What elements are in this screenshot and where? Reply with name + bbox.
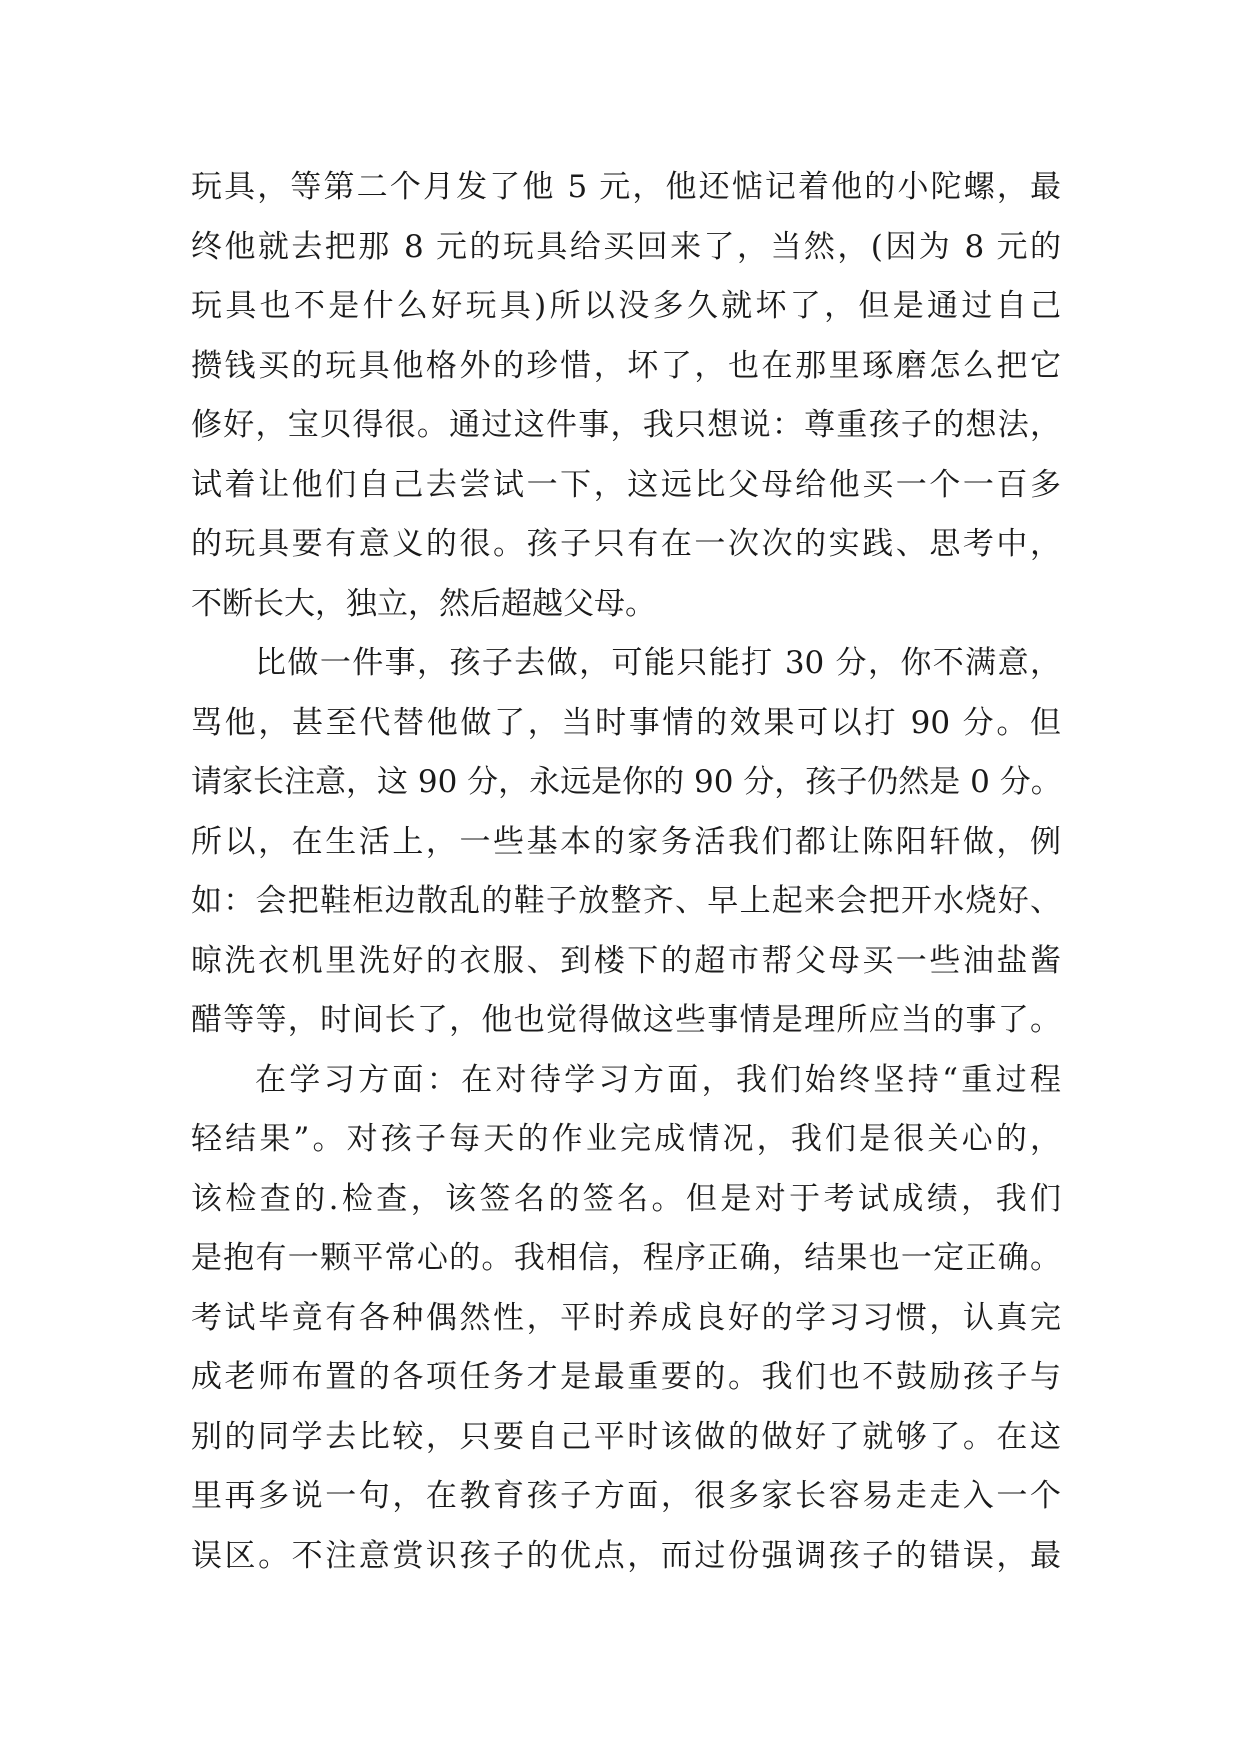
paragraph-start-line: 在学习方面：在对待学习方面，我们始终坚持“重过程 bbox=[255, 1061, 1061, 1098]
text-line: 修好，宝贝得很。通过这件事，我只想说：尊重孩子的想法， bbox=[191, 407, 1061, 443]
body-text bbox=[191, 158, 1061, 1586]
text-line: 玩具也不是什么好玩具)所以没多久就坏了，但是通过自己 bbox=[191, 288, 1061, 324]
text-line: 所以，在生活上，一些基本的家务活我们都让陈阳轩做，例 bbox=[191, 823, 1061, 860]
text-line: 如：会把鞋柜边散乱的鞋子放整齐、早上起来会把开水烧好、 bbox=[191, 883, 1061, 919]
text-line: 的玩具要有意义的很。孩子只有在一次次的实践、思考中， bbox=[191, 526, 1061, 562]
paragraph-start-line: 比做一件事，孩子去做，可能只能打 30 分，你不满意， bbox=[255, 645, 1061, 681]
text-line: 轻结果”。对孩子每天的作业完成情况，我们是很关心的， bbox=[191, 1121, 1061, 1157]
text-line: 不断长大，独立，然后超越父母。 bbox=[191, 585, 656, 622]
text-line: 请家长注意，这 90 分，永远是你的 90 分，孩子仍然是 0 分。 bbox=[191, 764, 1062, 800]
text-line: 骂他，甚至代替他做了，当时事情的效果可以打 90 分。但 bbox=[191, 704, 1061, 741]
text-line: 玩具，等第二个月发了他 5 元，他还惦记着他的小陀螺，最 bbox=[191, 169, 1061, 205]
text-line: 误区。不注意赏识孩子的优点，而过份强调孩子的错误，最 bbox=[191, 1537, 1061, 1574]
text-line: 该检查的.检查，该签名的签名。但是对于考试成绩，我们 bbox=[191, 1180, 1061, 1217]
text-line: 考试毕竟有各种偶然性，平时养成良好的学习习惯，认真完 bbox=[191, 1299, 1061, 1336]
text-line: 成老师布置的各项任务才是最重要的。我们也不鼓励孩子与 bbox=[191, 1359, 1061, 1395]
text-line: 晾洗衣机里洗好的衣服、到楼下的超市帮父母买一些油盐酱 bbox=[191, 942, 1061, 979]
text-line: 醋等等，时间长了，他也觉得做这些事情是理所应当的事了。 bbox=[191, 1002, 1061, 1038]
text-line: 是抱有一颗平常心的。我相信，程序正确，结果也一定正确。 bbox=[191, 1240, 1061, 1276]
text-line: 里再多说一句，在教育孩子方面，很多家长容易走走入一个 bbox=[191, 1478, 1061, 1514]
text-line: 试着让他们自己去尝试一下，这远比父母给他买一个一百多 bbox=[191, 466, 1061, 503]
text-line: 终他就去把那 8 元的玩具给买回来了，当然，(因为 8 元的 bbox=[191, 228, 1061, 265]
text-line: 别的同学去比较，只要自己平时该做的做好了就够了。在这 bbox=[191, 1418, 1061, 1455]
text-line: 攒钱买的玩具他格外的珍惜，坏了，也在那里琢磨怎么把它 bbox=[191, 347, 1061, 384]
